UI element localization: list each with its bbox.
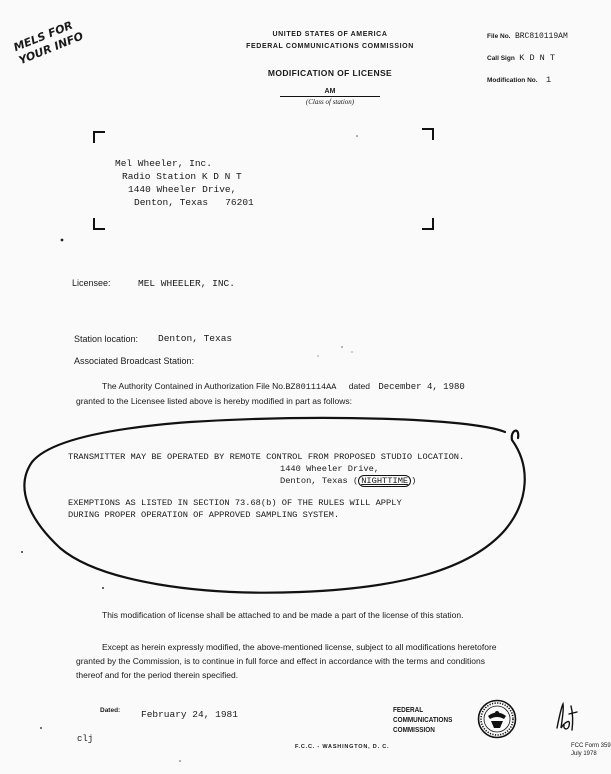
authority-line-2: granted to the Licensee listed above is hereby modified in part as follows: (76, 396, 352, 406)
modification-line-3-prefix: Denton, Texas ( (280, 476, 359, 486)
nighttime-highlight: NIGHTTIME (358, 475, 411, 487)
file-no-label: File No. (487, 33, 511, 40)
modification-text (68, 451, 464, 521)
modification-line-1: TRANSMITTER MAY BE OPERATED BY REMOTE CONTROL FROM PROPOSED STUDIO LOCATION. (68, 452, 465, 462)
except-line-2: granted by the Commission, is to continue in full force and effect in accordance with the terms and conditions (76, 656, 486, 666)
address-line-4: Denton, Texas 76201 (134, 197, 254, 208)
modification-no-label: Modification No. (487, 77, 538, 84)
authority-prefix: The Authority Contained in Authorization File No. (102, 381, 286, 391)
signature (551, 700, 581, 734)
clerk-initials: clj (77, 734, 94, 744)
dated-label: Dated: (100, 707, 121, 714)
except-line-1: Except as herein expressly modified, the above-mentioned license, subject to all modifications heretofore (102, 642, 497, 652)
printer-line: F.C.C. - WASHINGTON, D. C. (295, 744, 390, 750)
address-line-1: Mel Wheeler, Inc. (115, 158, 212, 169)
station-location-value: Denton, Texas (158, 333, 233, 344)
form-number (571, 742, 611, 758)
modification-line-4: EXEMPTIONS AS LISTED IN SECTION 73.68(b) OF THE RULES WILL APPLY (68, 498, 402, 508)
call-sign-label: Call Sign (487, 55, 515, 62)
call-sign-value: K D N T (519, 53, 555, 63)
modification-line-5: DURING PROPER OPERATION OF APPROVED SAMPLING SYSTEM. (68, 510, 340, 520)
authorization-file-no: BZ801114AA (285, 382, 337, 392)
handwritten-note (2, 0, 126, 74)
fcc-line-1: FEDERAL (393, 705, 424, 714)
authority-dated-label: dated (348, 381, 370, 391)
document-title: MODIFICATION OF LICENSE (267, 68, 393, 78)
licensee-value: MEL WHEELER, INC. (138, 278, 235, 289)
fcc-line-3: COMMISSION (393, 725, 435, 734)
associated-station-label: Associated Broadcast Station: (74, 356, 195, 366)
address-line-3: 1440 Wheeler Drive, (128, 184, 237, 195)
header-country: UNITED STATES OF AMERICA (272, 31, 388, 38)
modification-no-value: 1 (546, 75, 552, 85)
except-paragraph (76, 640, 497, 682)
address-bracket-bottom-right (422, 218, 434, 230)
station-location-label: Station location: (74, 334, 139, 344)
modification-line-2: 1440 Wheeler Drive, (280, 464, 380, 474)
handwritten-note-text: MELS FOR YOUR INFO (11, 18, 86, 68)
file-no-value: BRC810119AM (514, 32, 568, 41)
class-of-station-label: (Class of station) (305, 98, 355, 106)
authority-dated-value: December 4, 1980 (378, 382, 465, 392)
except-line-3: thereof and for the period therein specified. (76, 670, 239, 680)
authority-paragraph (76, 379, 536, 408)
licensee-label: Licensee: (72, 278, 111, 288)
address-bracket-top-right (422, 128, 434, 140)
address-block (115, 157, 254, 209)
form-date: July 1978 (571, 751, 597, 757)
file-info (487, 25, 599, 87)
fcc-seal-icon (477, 699, 517, 739)
fcc-line-2: COMMUNICATIONS (393, 715, 453, 724)
form-number-text: FCC Form 359 (571, 743, 611, 749)
fcc-name-block (393, 705, 452, 735)
modification-line-3 (68, 475, 464, 487)
class-of-station-value: AM (280, 87, 380, 97)
address-bracket-bottom-left (93, 218, 105, 230)
header-agency: FEDERAL COMMUNICATIONS COMMISSION (246, 43, 414, 50)
address-bracket-top-left (93, 131, 105, 143)
dated-value: February 24, 1981 (141, 709, 238, 720)
modification-line-3-suffix: ) (411, 476, 417, 486)
address-line-2: Radio Station K D N T (122, 171, 242, 182)
attach-notice: This modification of license shall be attached to and be made a part of the license of this station. (102, 610, 464, 620)
